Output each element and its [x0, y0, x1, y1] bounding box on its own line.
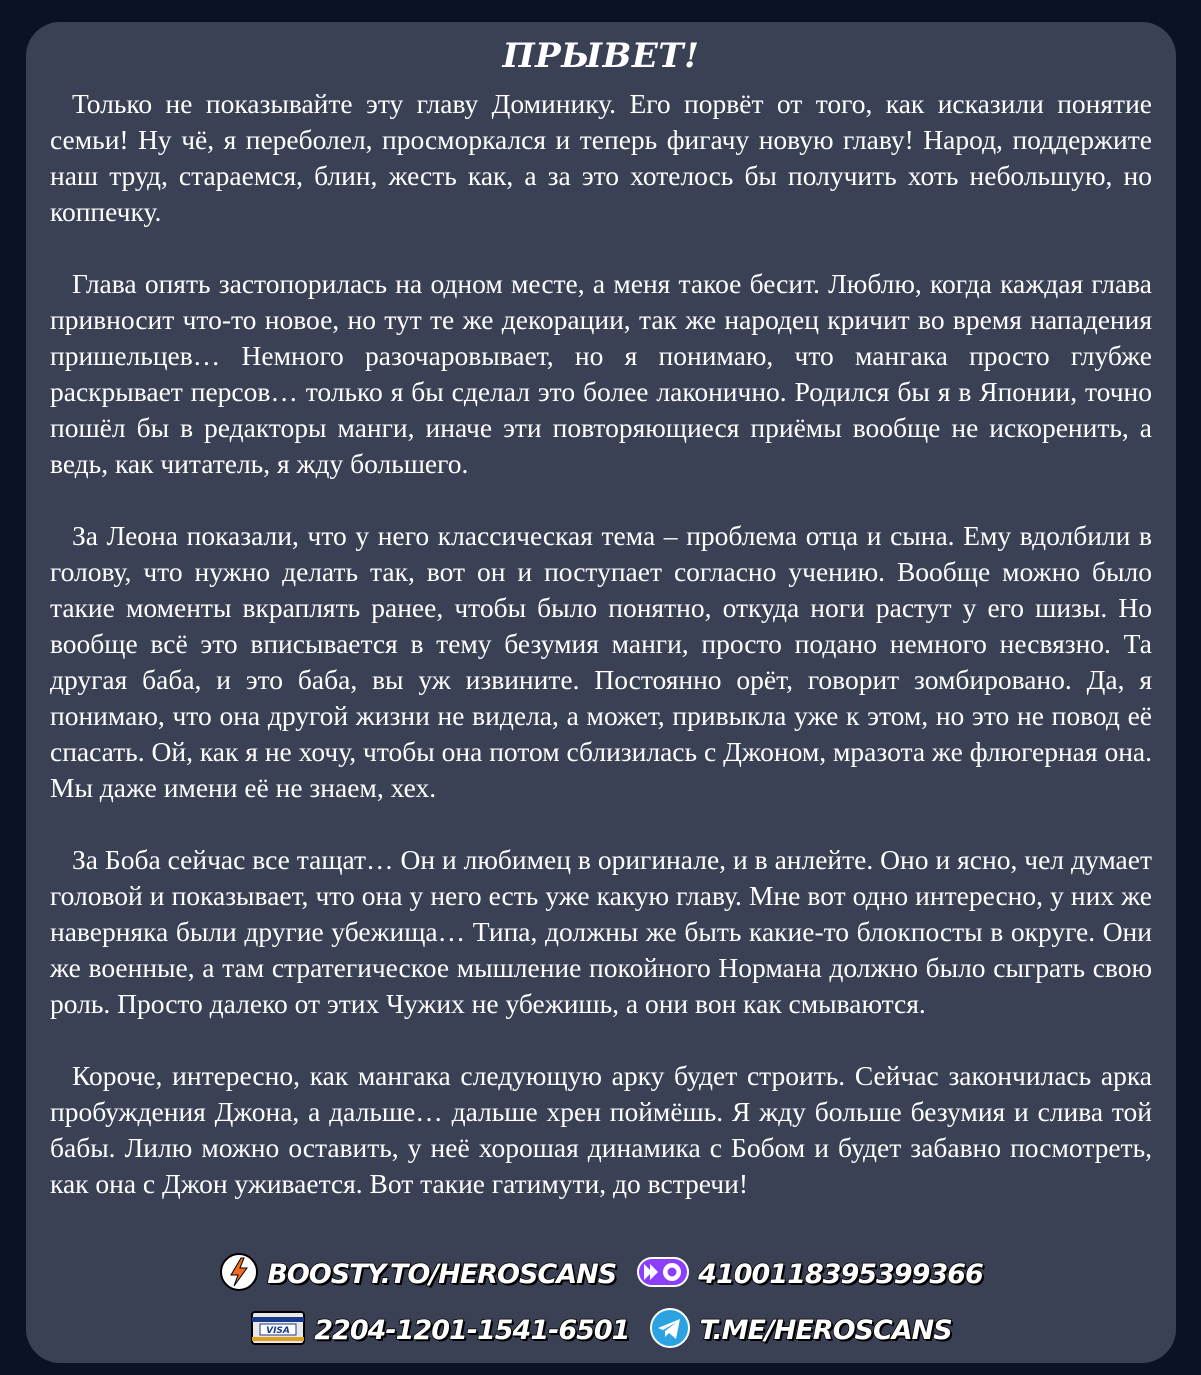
yoomoney-number: 4100118395399366 — [698, 1258, 983, 1290]
support-row-1 — [26, 1252, 1176, 1296]
paragraph-chapter-review: Глава опять застопорилась на одном месте, а меня такое бесит. Люблю, когда каждая глава привносит что-то новое, но тут те же декорации, так же народец кричит во время нападения пришельцев… Немного разочаровывает, но я понимаю, что мангака просто глубже раскрывает персов… только я бы сделал это более лаконично. Родился бы я в Японии, точно пошёл бы в редакторы манги, иначе эти повторяющиеся приёмы вообще не искоренить, а ведь, как читатель, я жду большего. — [50, 268, 1152, 479]
support-row-2 — [26, 1308, 1176, 1352]
paragraph-intro: Только не показывайте эту главу Доминику. Его порвёт от того, как исказили понятие семьи! Ну чё, я переболел, просморкался и теперь фигачу новую главу! Народ, поддержите наш труд, стараемся, блин, жесть как, а за это хотелось бы получить хоть небольшую, но коппечку. — [50, 88, 1152, 227]
paragraph-leon: За Леона показали, что у него классическая тема – проблема отца и сына. Ему вдолбили в голову, что нужно делать так, вот он и поступает согласно учению. Вообще можно было такие моменты вкраплять ранее, чтобы было понятно, откуда ноги растут у его шизы. Но вообще всё это вписывается в тему безумия манги, просто подано немного несвязно. Та другая баба, и это баба, вы уж извините. Постоянно орёт, говорит зомбировано. Да, я понимаю, что она другой жизни не видела, а может, привыкла уже к этом, но это не повод её спасать. Ой, как я не хочу, чтобы она потом сблизилась с Джоном, мразота же флюгерная она. Мы даже имени её не знаем, хех. — [50, 520, 1152, 803]
boosty-url: BOOSTY.TO/HEROSCANS — [267, 1258, 617, 1290]
afterword-card — [26, 22, 1176, 1363]
telegram-link[interactable] — [649, 1307, 951, 1354]
boosty-icon — [219, 1252, 259, 1297]
boosty-link[interactable] — [219, 1252, 616, 1297]
card-number: 2204-1201-1541-6501 — [314, 1314, 630, 1346]
card-number-item — [250, 1310, 629, 1351]
visa-badge: VISA — [266, 1325, 291, 1336]
yoomoney-link[interactable] — [636, 1252, 983, 1297]
support-links — [26, 1252, 1176, 1364]
paragraph-outro: Короче, интересно, как мангака следующую арку будет строить. Сейчас закончилась арка пробуждения Джона, а дальше… дальше хрен поймёшь. Я жду больше безумия и слива той бабы. Лилю можно оставить, у неё хорошая динамика с Бобом и будет забавно посмотреть, как она с Джон уживается. Вот такие гатимути, до встречи! — [50, 1060, 1152, 1199]
telegram-icon — [649, 1307, 691, 1354]
telegram-url: T.ME/HEROSCANS — [699, 1314, 952, 1346]
paragraph-bob: За Боба сейчас все тащат… Он и любимец в оригинале, и в анлейте. Оно и ясно, чел думает головой и показывает, что она у него есть уже какую главу. Мне вот одно интересно, у них же наверняка были другие убежища… Типа, должны же быть какие-то блокпосты в округе. Они же военные, а там стратегическое мышление покойного Нормана должно было сыграть свою роль. Просто далеко от этих Чужих не убежишь, а они вон как смываются. — [50, 844, 1152, 1019]
page-title: ПРЫВЕТ! — [502, 36, 700, 76]
visa-card-icon — [250, 1310, 306, 1351]
yoomoney-icon — [636, 1252, 690, 1297]
